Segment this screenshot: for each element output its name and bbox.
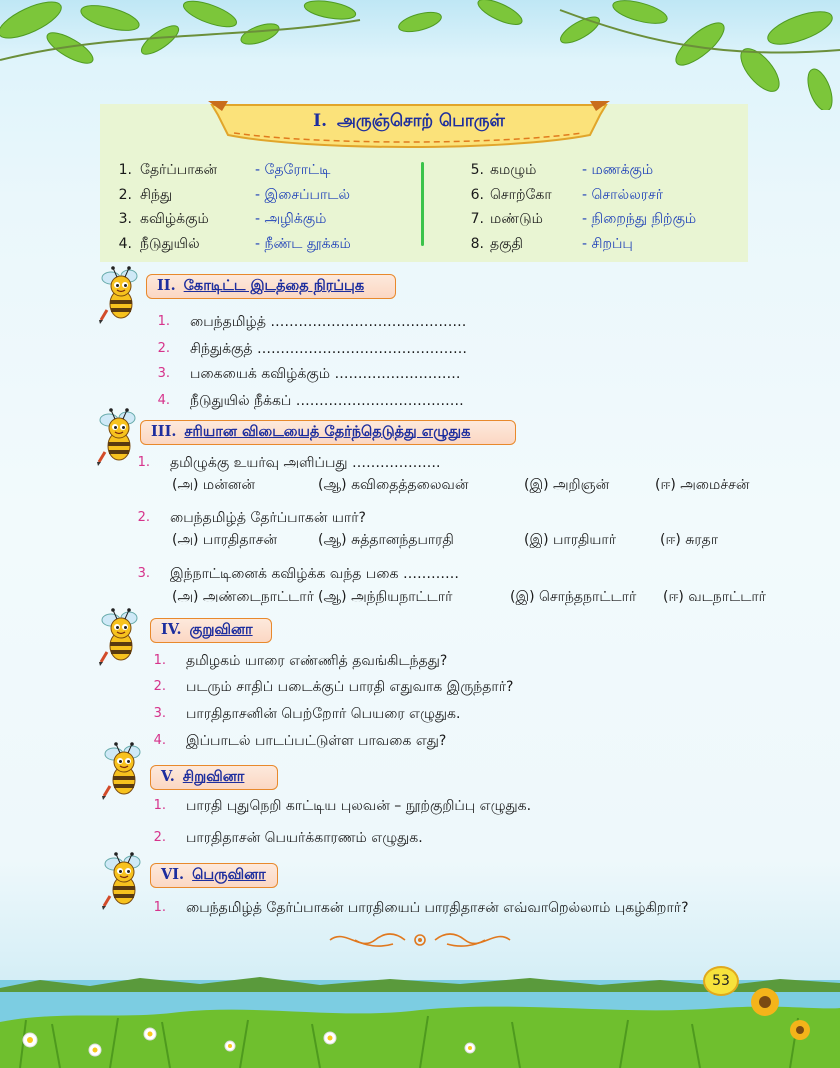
- option: (அ) அண்டைநாட்டார்: [172, 589, 314, 605]
- item-number: 1.: [153, 900, 166, 915]
- section-number: VI.: [161, 866, 185, 883]
- section-title: அருஞ்சொற் பொருள்: [337, 111, 505, 131]
- section-header: [146, 274, 396, 299]
- vocab-meaning: - நீண்ட தூக்கம்: [255, 235, 351, 252]
- vocab-word: தகுதி: [490, 235, 523, 252]
- vocab-meaning: - இசைப்பாடல்: [255, 186, 351, 203]
- question-text: தமிழுக்கு உயர்வு அளிப்பது ……………….: [170, 455, 441, 471]
- vocab-meaning: - அழிக்கும்: [255, 211, 327, 227]
- item-text: பகையைக் கவிழ்க்கும் ………………………: [190, 366, 461, 382]
- vocab-word: தேர்ப்பாகன்: [140, 162, 218, 178]
- vocabulary-right-column: [462, 158, 742, 256]
- vocab-row: [110, 232, 410, 257]
- item-number: 2.: [157, 341, 170, 356]
- vocab-number: 5.: [470, 162, 484, 178]
- option: (ஆ) அந்நியநாட்டார்: [318, 589, 453, 605]
- column-divider: [421, 162, 424, 246]
- vocab-number: 6.: [470, 186, 484, 203]
- item-number: 3.: [157, 366, 170, 381]
- item-text: பைந்தமிழ்த் ……………………………………: [190, 314, 467, 330]
- option: (ஈ) அமைச்சன்: [655, 477, 750, 493]
- vocab-row: [462, 158, 742, 183]
- section-header: [150, 863, 278, 888]
- option: (ஈ) வடநாட்டார்: [663, 589, 766, 605]
- option: (அ) மன்னன்: [172, 477, 255, 493]
- item-text: நீடுதுயில் நீக்கப் ………………………………: [190, 393, 464, 409]
- item-number: 1.: [153, 653, 166, 668]
- section-number: V.: [161, 768, 175, 785]
- item-number: 4.: [153, 733, 166, 748]
- vocab-row: [462, 232, 742, 257]
- item-text: பாரதி புதுநெறி காட்டிய புலவன் – நூற்குறிப்பு எழுதுக.: [186, 798, 532, 814]
- page-number: 53: [703, 966, 739, 996]
- section-header: [140, 420, 516, 445]
- section-title: சிறுவினா: [182, 769, 245, 785]
- item-number: 3.: [153, 706, 166, 721]
- bee-icon: [97, 606, 145, 666]
- section-number: IV.: [161, 621, 182, 638]
- section-title: பெருவினா: [192, 867, 266, 883]
- vocab-number: 7.: [470, 211, 484, 227]
- vocab-number: 3.: [118, 211, 132, 227]
- vocab-meaning: - சிறப்பு: [582, 235, 633, 252]
- vocab-word: மண்டும்: [490, 211, 543, 227]
- vocab-number: 2.: [118, 186, 132, 203]
- section-title: குறுவினா: [189, 622, 253, 638]
- item-number: 1.: [137, 455, 150, 470]
- item-number: 1.: [157, 314, 170, 329]
- item-text: படரும் சாதிப் படைக்குப் பாரதி எதுவாக இருந்தார்?: [186, 679, 514, 695]
- vocab-row: [462, 183, 742, 208]
- section-number: I.: [313, 111, 328, 131]
- vocab-meaning: - மணக்கும்: [582, 162, 654, 178]
- leaves-decoration: [0, 0, 840, 110]
- item-number: 2.: [137, 510, 150, 525]
- item-text: சிந்துக்குத் ………………………………………: [190, 341, 467, 357]
- item-number: 1.: [153, 798, 166, 813]
- option: (ஈ) சுரதா: [660, 532, 719, 548]
- vocab-row: [462, 207, 742, 232]
- section-number: III.: [151, 423, 177, 440]
- vocab-word: நீடுதுயில்: [140, 235, 200, 252]
- option: (இ) அறிஞன்: [524, 477, 610, 493]
- item-text: இப்பாடல் பாடப்பட்டுள்ள பாவகை எது?: [186, 733, 447, 749]
- item-text: பைந்தமிழ்த் தேர்ப்பாகன் பாரதியைப் பாரதிதாசன் எவ்வாறெல்லாம் புகழ்கிறார்?: [186, 900, 689, 916]
- vocab-word: சொற்கோ: [490, 186, 552, 203]
- vocab-row: [110, 207, 410, 232]
- vocab-meaning: - சொல்லரசர்: [582, 186, 664, 203]
- section-header: [150, 765, 278, 790]
- question-text: இந்நாட்டினைக் கவிழ்க்க வந்த பகை …………: [170, 566, 459, 582]
- bee-icon: [100, 740, 148, 800]
- vocab-word: கவிழ்க்கும்: [140, 211, 209, 227]
- option: (ஆ) கவிதைத்தலைவன்: [318, 477, 469, 493]
- vocab-word: கமழும்: [490, 162, 537, 178]
- section-title: சரியான விடையைத் தேர்ந்தெடுத்து எழுதுக: [184, 424, 471, 440]
- option: (அ) பாரதிதாசன்: [172, 532, 278, 548]
- bee-icon: [97, 264, 145, 324]
- option: (இ) பாரதியார்: [524, 532, 617, 548]
- ornament-divider: [325, 926, 515, 954]
- item-number: 3.: [137, 566, 150, 581]
- option: (இ) சொந்தநாட்டார்: [510, 589, 637, 605]
- item-number: 4.: [157, 393, 170, 408]
- section-header: [150, 618, 272, 643]
- bee-icon: [100, 850, 148, 910]
- vocab-meaning: - தேரோட்டி: [255, 162, 331, 178]
- item-text: பாரதிதாசனின் பெற்றோர் பெயரை எழுதுக.: [186, 706, 461, 722]
- item-number: 2.: [153, 830, 166, 845]
- vocabulary-title: [208, 106, 610, 136]
- section-number: II.: [157, 277, 176, 294]
- vocab-number: 1.: [118, 162, 132, 178]
- item-text: பாரதிதாசன் பெயர்க்காரணம் எழுதுக.: [186, 830, 423, 846]
- question-text: பைந்தமிழ்த் தேர்ப்பாகன் யார்?: [170, 510, 366, 526]
- vocabulary-left-column: [110, 158, 410, 256]
- vocab-number: 8.: [470, 235, 484, 252]
- option: (ஆ) சுத்தானந்தபாரதி: [318, 532, 454, 548]
- vocab-word: சிந்து: [140, 186, 173, 203]
- vocab-meaning: - நிறைந்து நிற்கும்: [582, 211, 697, 227]
- item-number: 2.: [153, 679, 166, 694]
- vocab-number: 4.: [118, 235, 132, 252]
- vocab-row: [110, 183, 410, 208]
- vocab-row: [110, 158, 410, 183]
- item-text: தமிழகம் யாரை எண்ணித் தவங்கிடந்தது?: [186, 653, 448, 669]
- section-title: கோடிட்ட இடத்தை நிரப்புக: [183, 278, 365, 294]
